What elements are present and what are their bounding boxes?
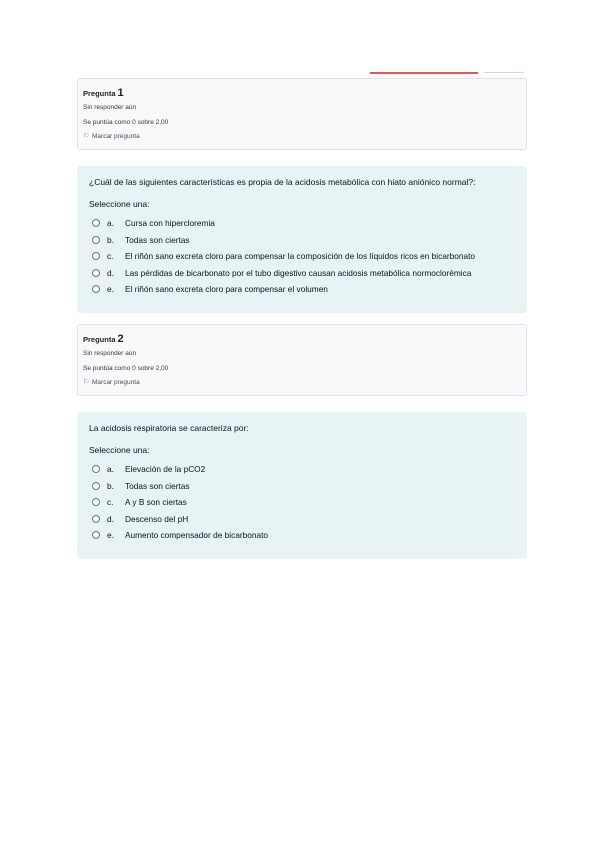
- select-one-prompt: Seleccione una:: [89, 445, 150, 455]
- radio-button[interactable]: [92, 285, 100, 293]
- option-text: Descenso del pH: [125, 513, 189, 524]
- progress-indicator-bar: [370, 72, 478, 74]
- question-number: 2: [117, 333, 124, 345]
- question-text: ¿Cuál de las siguientes características es propia de la acidosis metabólica con hiato aniónico normal?:: [89, 177, 476, 187]
- flag-question-link[interactable]: [83, 130, 526, 144]
- flag-icon: ⚐: [83, 379, 90, 386]
- option-letter: d.: [107, 267, 114, 278]
- option-letter: d.: [107, 513, 114, 524]
- answer-option-e[interactable]: [89, 527, 527, 544]
- question-text: La acidosis respiratoria se caracteriza por:: [89, 423, 249, 433]
- answer-option-a[interactable]: [89, 215, 527, 232]
- answer-option-c[interactable]: [89, 248, 527, 265]
- question-label: Pregunta: [83, 89, 116, 98]
- option-text: Todas son ciertas: [125, 234, 190, 245]
- option-letter: b.: [107, 480, 114, 491]
- option-text: El riñón sano excreta cloro para compensar la composición de los líquidos ricos en bicarbonato: [125, 251, 476, 262]
- question-score: Se puntúa como 0 sobre 2,00: [83, 119, 169, 126]
- question-score: Se puntúa como 0 sobre 2,00: [83, 365, 169, 372]
- option-letter: e.: [107, 284, 114, 295]
- question-1-content: [77, 166, 527, 313]
- option-text: El riñón sano excreta cloro para compensar el volumen: [125, 284, 328, 295]
- answer-option-a[interactable]: [89, 461, 527, 478]
- option-letter: c.: [107, 497, 114, 508]
- flag-label: Marcar pregunta: [92, 379, 140, 386]
- option-text: Elevación de la pCO2: [125, 464, 206, 475]
- radio-button[interactable]: [92, 252, 100, 260]
- option-text: Cursa con hipercloremia: [125, 218, 215, 229]
- option-text: A y B son ciertas: [125, 497, 187, 508]
- question-status: Sin responder aún: [83, 350, 137, 357]
- divider: [484, 72, 524, 73]
- flag-question-link[interactable]: [83, 376, 526, 390]
- answer-option-c[interactable]: [89, 494, 527, 511]
- radio-button[interactable]: [92, 219, 100, 227]
- answer-option-e[interactable]: [89, 281, 527, 298]
- question-title: [83, 333, 526, 346]
- answer-option-d[interactable]: [89, 511, 527, 528]
- answer-option-b[interactable]: [89, 478, 527, 495]
- flag-icon: ⚐: [83, 133, 90, 140]
- question-1-info: [77, 78, 527, 150]
- radio-button[interactable]: [92, 531, 100, 539]
- radio-button[interactable]: [92, 482, 100, 490]
- radio-button[interactable]: [92, 515, 100, 523]
- radio-button[interactable]: [92, 269, 100, 277]
- question-2-content: [77, 412, 527, 559]
- select-one-prompt: Seleccione una:: [89, 199, 150, 209]
- option-letter: c.: [107, 251, 114, 262]
- option-letter: e.: [107, 530, 114, 541]
- answer-option-b[interactable]: [89, 232, 527, 249]
- option-letter: a.: [107, 218, 114, 229]
- question-status: Sin responder aún: [83, 104, 137, 111]
- radio-button[interactable]: [92, 465, 100, 473]
- question-number: 1: [117, 87, 124, 99]
- question-title: [83, 87, 526, 100]
- option-text: Aumento compensador de bicarbonato: [125, 530, 268, 541]
- flag-label: Marcar pregunta: [92, 133, 140, 140]
- option-letter: b.: [107, 234, 114, 245]
- answer-option-d[interactable]: [89, 265, 527, 282]
- option-text: Las pérdidas de bicarbonato por el tubo digestivo causan acidosis metabólica normoclorémica: [125, 267, 472, 278]
- option-letter: a.: [107, 464, 114, 475]
- radio-button[interactable]: [92, 236, 100, 244]
- question-2-info: [77, 324, 527, 396]
- radio-button[interactable]: [92, 498, 100, 506]
- option-text: Todas son ciertas: [125, 480, 190, 491]
- question-label: Pregunta: [83, 335, 116, 344]
